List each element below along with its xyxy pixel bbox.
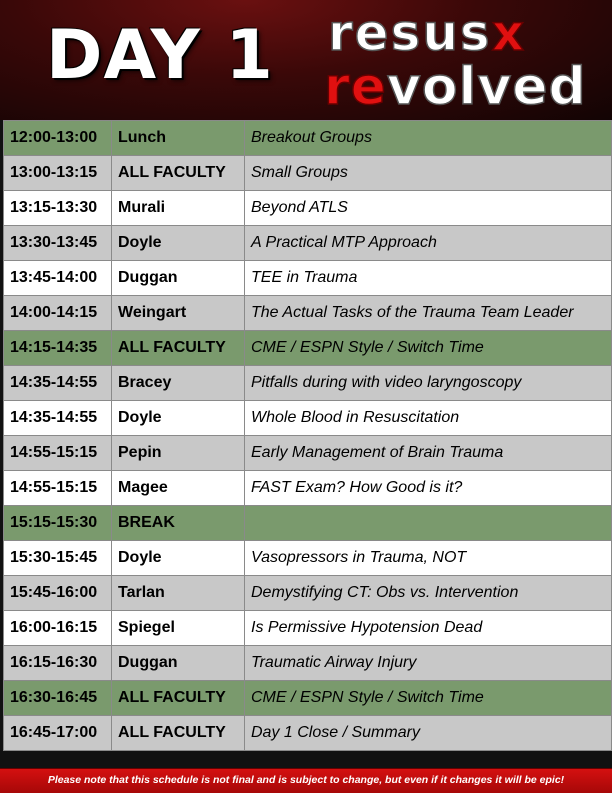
schedule-row [4,436,612,471]
schedule-row [4,611,612,646]
topic-cell: Early Management of Brain Trauma [245,436,612,471]
speaker-cell: Bracey [112,366,245,401]
topic-cell: CME / ESPN Style / Switch Time [245,681,612,716]
topic-cell: CME / ESPN Style / Switch Time [245,331,612,366]
schedule-row [4,261,612,296]
time-cell: 12:00-13:00 [4,121,112,156]
time-cell: 14:55-15:15 [4,436,112,471]
time-cell: 13:15-13:30 [4,191,112,226]
time-cell: 13:30-13:45 [4,226,112,261]
speaker-cell: Tarlan [112,576,245,611]
schedule-row [4,401,612,436]
schedule-row [4,226,612,261]
schedule-row [4,156,612,191]
topic-cell: Whole Blood in Resuscitation [245,401,612,436]
topic-cell: Demystifying CT: Obs vs. Intervention [245,576,612,611]
time-cell: 13:45-14:00 [4,261,112,296]
time-cell: 14:15-14:35 [4,331,112,366]
speaker-cell: Spiegel [112,611,245,646]
speaker-cell: ALL FACULTY [112,156,245,191]
resusx-revolved-logo [320,4,600,116]
time-cell: 14:35-14:55 [4,401,112,436]
time-cell: 15:30-15:45 [4,541,112,576]
speaker-cell: BREAK [112,506,245,541]
time-cell: 16:45-17:00 [4,716,112,751]
time-cell: 16:30-16:45 [4,681,112,716]
schedule-row [4,541,612,576]
time-cell: 16:15-16:30 [4,646,112,681]
time-cell: 14:00-14:15 [4,296,112,331]
page-header [0,0,612,120]
footer-banner [0,768,612,793]
topic-cell: Beyond ATLS [245,191,612,226]
schedule-row [4,296,612,331]
topic-cell: FAST Exam? How Good is it? [245,471,612,506]
time-cell: 14:55-15:15 [4,471,112,506]
speaker-cell: Doyle [112,401,245,436]
speaker-cell: Doyle [112,541,245,576]
topic-cell: Day 1 Close / Summary [245,716,612,751]
topic-cell: A Practical MTP Approach [245,226,612,261]
schedule-row [4,681,612,716]
svg-text:revolved: revolved [324,57,587,116]
schedule-row [4,716,612,751]
time-cell: 16:00-16:15 [4,611,112,646]
speaker-cell: ALL FACULTY [112,331,245,366]
speaker-cell: Murali [112,191,245,226]
svg-text:resusx: resusx [328,4,526,62]
speaker-cell: Pepin [112,436,245,471]
schedule-table [3,120,612,751]
schedule-row [4,506,612,541]
time-cell: 13:00-13:15 [4,156,112,191]
speaker-cell: ALL FACULTY [112,681,245,716]
speaker-cell: Lunch [112,121,245,156]
schedule-body [4,121,612,751]
speaker-cell: Doyle [112,226,245,261]
topic-cell: Small Groups [245,156,612,191]
speaker-cell: Duggan [112,261,245,296]
time-cell: 15:15-15:30 [4,506,112,541]
topic-cell: Traumatic Airway Injury [245,646,612,681]
footer-note: Please note that this schedule is not final and is subject to change, but even if it changes it will be epic! [47,774,565,786]
topic-cell: Is Permissive Hypotension Dead [245,611,612,646]
topic-cell [245,506,612,541]
speaker-cell: Weingart [112,296,245,331]
speaker-cell: ALL FACULTY [112,716,245,751]
speaker-cell: Magee [112,471,245,506]
schedule-row [4,576,612,611]
schedule-row [4,646,612,681]
day-title: DAY 1 [46,16,274,95]
schedule-row [4,121,612,156]
schedule-row [4,366,612,401]
time-cell: 15:45-16:00 [4,576,112,611]
time-cell: 14:35-14:55 [4,366,112,401]
topic-cell: The Actual Tasks of the Trauma Team Leader [245,296,612,331]
topic-cell: Breakout Groups [245,121,612,156]
speaker-cell: Duggan [112,646,245,681]
schedule-row [4,191,612,226]
schedule-row [4,331,612,366]
topic-cell: TEE in Trauma [245,261,612,296]
topic-cell: Pitfalls during with video laryngoscopy [245,366,612,401]
topic-cell: Vasopressors in Trauma, NOT [245,541,612,576]
schedule-row [4,471,612,506]
